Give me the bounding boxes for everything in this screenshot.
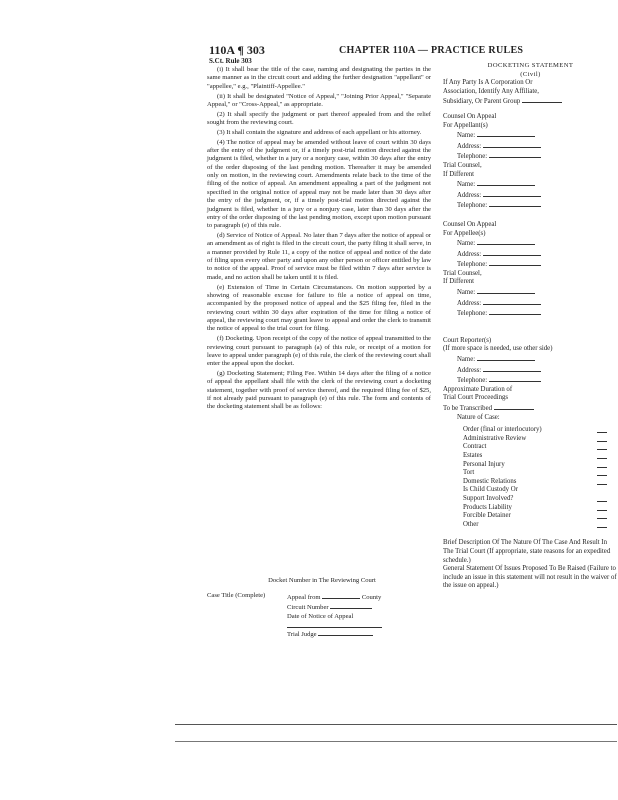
for-appellees-label: For Appellee(s) — [443, 229, 486, 237]
parent-group-field[interactable] — [522, 96, 562, 103]
date-notice-label: Date of Notice of Appeal — [287, 612, 354, 620]
name-label: Name: — [457, 289, 476, 297]
case-type-checkbox[interactable] — [597, 521, 607, 528]
case-type-checkbox[interactable] — [597, 504, 607, 511]
case-type-checkbox[interactable] — [597, 426, 607, 433]
more-space-note: (If more space is needed, use other side) — [443, 345, 553, 353]
intro-line: Subsidiary, Or Parent Group — [443, 98, 521, 106]
court-reporter-heading: Court Reporter(s) — [443, 336, 492, 344]
case-type-checkbox[interactable] — [597, 512, 607, 519]
circuit-number-label: Circuit Number — [287, 604, 329, 612]
chapter-title: CHAPTER 110A — PRACTICE RULES — [339, 45, 524, 56]
paragraph: (ii) It shall be designated "Notice of Appeal," "Joining Prior Appeal," "Separate Appeal," or "Cross-Appeal," as appropriate. — [207, 92, 431, 108]
telephone-label: Telephone: — [457, 202, 488, 210]
case-type-checkbox[interactable] — [597, 452, 607, 459]
counsel-appeal-heading: Counsel On Appeal — [443, 112, 497, 120]
page-rule — [175, 724, 617, 725]
trial-name-field[interactable] — [477, 179, 535, 186]
county-label: County — [361, 593, 382, 601]
to-be-transcribed-label: To be Transcribed — [443, 405, 492, 412]
counsel-appeal-heading: Counsel On Appeal — [443, 220, 497, 228]
reporter-telephone-field[interactable] — [489, 375, 541, 382]
telephone-label: Telephone: — [457, 310, 488, 318]
reporter-address-field[interactable] — [483, 365, 541, 372]
case-type-checkbox[interactable] — [597, 469, 607, 476]
intro-line: Association, Identify Any Affiliate, — [443, 87, 539, 95]
telephone-label: Telephone: — [457, 153, 488, 161]
appellant-address-field[interactable] — [483, 141, 541, 148]
general-statement: General Statement Of Issues Proposed To Be Raised (Failure to include an issue in this statement will not result in the waiver of the issue on appeal.) — [443, 565, 617, 590]
paragraph: (f) Docketing. Upon receipt of the copy of the notice of appeal transmitted to the reviewing court pursuant to paragraph (a) of this rule, or receipt of a motion for leave to appeal under paragraph (e) of this rule, the clerk of the reviewing court shall enter the appeal upon the docket. — [207, 335, 431, 368]
paragraph: (i) It shall bear the title of the case, naming and designating the parties in the same manner as in the circuit court and adding the further designation "appellant" or "appellee," e.g., "Plaintiff-Appellee." — [207, 66, 431, 90]
name-label: Name: — [457, 132, 476, 140]
telephone-label: Telephone: — [457, 377, 488, 385]
case-type-checkbox[interactable] — [597, 478, 607, 485]
trial-telephone-field[interactable] — [489, 200, 541, 207]
appellee-trial-telephone-field[interactable] — [489, 308, 541, 315]
if-different-label: If Different — [443, 278, 475, 286]
docketing-statement-form — [443, 62, 618, 591]
appeal-from-field[interactable] — [322, 592, 360, 599]
case-caption-form — [207, 577, 437, 640]
appeal-from-label: Appeal from — [287, 593, 321, 601]
appellee-name-field[interactable] — [477, 238, 535, 245]
name-label: Name: — [457, 240, 476, 248]
transcribed-field[interactable] — [494, 403, 534, 410]
name-label: Name: — [457, 181, 476, 189]
case-title-label: Case Title (Complete) — [207, 591, 266, 599]
appellee-address-field[interactable] — [483, 249, 541, 256]
case-type-checkbox[interactable] — [597, 495, 607, 502]
trial-judge-label: Trial Judge — [287, 631, 317, 639]
trial-address-field[interactable] — [483, 190, 541, 197]
paragraph: (d) Service of Notice of Appeal. No later than 7 days after the notice of appeal or an amendment as of right is filed in the circuit court, the party filing it shall serve, in a manner provided by Rule 11, a copy of the notice of appeal and notice of the date of filing upon every other party and upon any other person or officer entitled by law to notice of the appeal. Proof of service must be filed within 7 days after service is made, and no action shall be taken until it is filed. — [207, 232, 431, 281]
case-type-checkbox[interactable] — [597, 461, 607, 468]
name-label: Name: — [457, 356, 476, 364]
address-label: Address: — [457, 366, 482, 374]
form-title: DOCKETING STATEMENT — [487, 62, 574, 69]
case-type-label: Estates — [463, 451, 483, 459]
case-type-label: Administrative Review — [463, 434, 527, 442]
appellant-name-field[interactable] — [477, 130, 535, 137]
form-subtitle: (Civil) — [520, 70, 541, 78]
telephone-label: Telephone: — [457, 261, 488, 269]
case-type-label: Contract — [463, 443, 487, 451]
paragraph: (e) Extension of Time in Certain Circumstances. On motion supported by a showing of reasonable excuse for failure to file a notice of appeal on time, accompanied by the proposed notice of appeal and the $25 filing fee, filed in the reviewing court within 30 days after expiration of the time for filing a notice of appeal, the reviewing court may grant leave to appeal and order the clerk to transmit the notice of appeal to the trial court for filing. — [207, 283, 431, 333]
paragraph: (g) Docketing Statement; Filing Fee. Within 14 days after the filing of a notice of appeal the appellant shall file with the clerk of the reviewing court a docketing statement, together with proof of service thereof, and the required filing fee of $25, if not already paid pursuant to paragraph (e) of this rule. The form and contents of the docketing statement shall be as follows: — [207, 370, 431, 411]
appellee-trial-address-field[interactable] — [483, 298, 541, 305]
case-type-label: Products Liability — [463, 503, 512, 511]
address-label: Address: — [457, 299, 482, 307]
case-type-label: Support Involved? — [463, 494, 514, 502]
appellee-telephone-field[interactable] — [489, 259, 541, 266]
reporter-name-field[interactable] — [477, 354, 535, 361]
case-type-label: Tort — [463, 469, 475, 477]
section-header — [209, 45, 265, 67]
case-type-label: Domestic Relations — [463, 477, 517, 485]
case-type-checkbox[interactable] — [597, 443, 607, 450]
intro-line: If Any Party Is A Corporation Or — [443, 79, 533, 87]
brief-description: Brief Description Of The Nature Of The Case And Result In The Trial Court (If appropriate, state reasons for an expedited schedule.) — [443, 539, 611, 564]
trial-counsel-label: Trial Counsel, — [443, 161, 482, 169]
rule-text-column — [207, 66, 431, 413]
address-label: Address: — [457, 250, 482, 258]
if-different-label: If Different — [443, 170, 475, 178]
date-notice-field[interactable] — [287, 621, 382, 628]
case-type-label: Order (final or interlocutory) — [463, 426, 542, 434]
section-number: 110A ¶ 303 — [209, 43, 265, 57]
rule-reference: S.Ct. Rule 303 — [209, 57, 252, 65]
nature-of-case-label: Nature of Case: — [457, 413, 500, 421]
address-label: Address: — [457, 142, 482, 150]
case-type-checkbox[interactable] — [597, 435, 607, 442]
docket-number-label: Docket Number in The Reviewing Court — [268, 577, 376, 584]
paragraph: (3) It shall contain the signature and address of each appellant or his attorney. — [217, 128, 422, 136]
appellant-telephone-field[interactable] — [489, 151, 541, 158]
appellee-trial-name-field[interactable] — [477, 287, 535, 294]
page-rule — [175, 741, 617, 742]
paragraph: (4) The notice of appeal may be amended without leave of court within 30 days after the entry of the judgment or, if a timely post-trial motion directed against the judgment is filed, whether in a jury or a nonjury case, within 30 days after the entry of the order disposing of the last pending motion. Thereafter it may be amended only on motion, in the reviewing court. Amendments relate back to the time of the filing of the notice of appeal. An amendment appealing a part of the judgment not specified in the original notice of appeal may not be made later than 30 days after the entry of the judgment, or, if a timely post-trial motion directed against the judgment is filed, whether in a jury or a nonjury case, later than 30 days after the entry of the order disposing of the last pending motion, except upon motion pursuant to paragraph (e) of this rule. — [207, 138, 431, 230]
case-type-label: Personal Injury — [463, 460, 505, 468]
case-type-label: Forcible Detainer — [463, 512, 511, 520]
circuit-number-field[interactable] — [330, 602, 372, 609]
trial-judge-field[interactable] — [318, 629, 373, 636]
approx-duration-label: Approximate Duration of — [443, 385, 513, 393]
for-appellants-label: For Appellant(s) — [443, 121, 488, 129]
trial-proceedings-label: Trial Court Proceedings — [443, 394, 509, 402]
paragraph: (2) It shall specify the judgment or part thereof appealed from and the relief sought from the reviewing court. — [207, 110, 431, 127]
case-type-label: Is Child Custody Or — [463, 486, 518, 494]
trial-counsel-label: Trial Counsel, — [443, 269, 482, 277]
case-type-label: Other — [463, 520, 479, 528]
address-label: Address: — [457, 191, 482, 199]
